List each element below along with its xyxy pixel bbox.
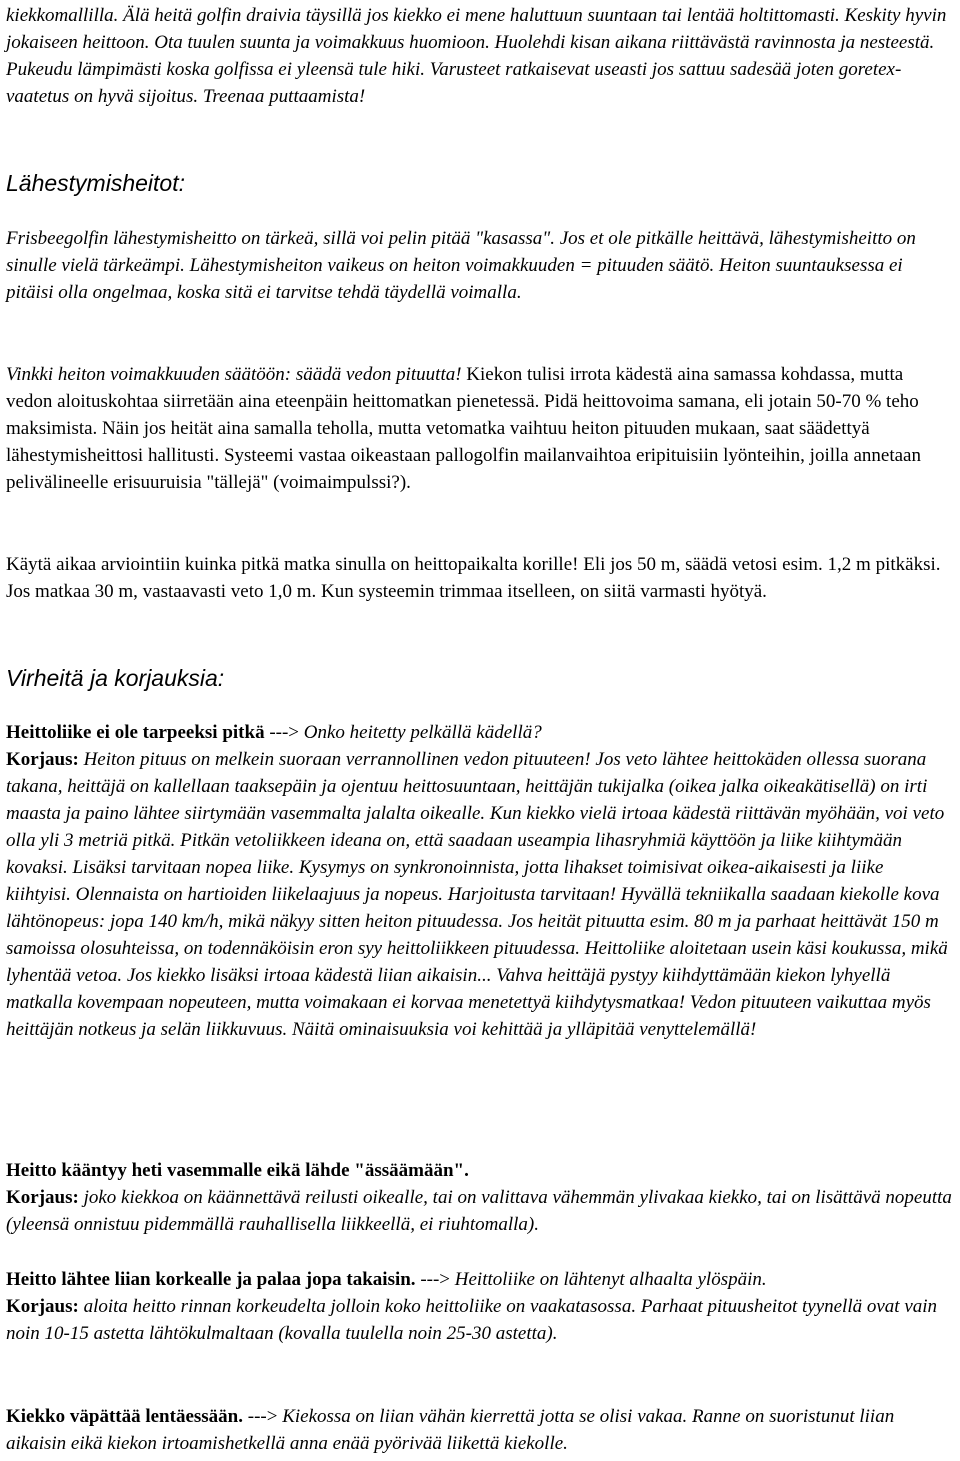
error-cause: Onko heitetty pelkällä kädellä? (299, 722, 542, 743)
fix-label: Korjaus: (6, 1296, 79, 1317)
approach-paragraph-3: Käytä aikaa arviointiin kuinka pitkä matka sinulla on heittopaikalta korille! Eli jos 50 m, säädä vetosi esim. 1,2 m pitkäksi. Jos matkaa 30 m, vastaavasti veto 1,0 m. Kun systeemin trimmaa itselleen, on siitä varmasti hyötyä. (6, 554, 941, 602)
approach-paragraph-2: Vinkki heiton voimakkuuden säätöön: säädä vedon pituutta! Kiekon tulisi irrota kädestä aina samassa kohdassa, mutta vedon aloituskohtaa siirretään aina eteenpäin heittomatkan pienetessä. Pidä heittovoima samana, eli jotain 50-70 % teho maksimista. Näin jos heität aina samalla teholla, mutta vetomatka vaihtuu heiton pituuden mukaan, saat säädettyä lähestymisheittosi hallitusti. Systeemi vastaa oikeastaan pallogolfin mailanvaihtoa eripituisiin lyönteihin, joilla annetaan pelivälineelle erisuuruisia "tällejä" (voimaimpulssi?). (6, 364, 921, 493)
error-problem: Heitto lähtee liian korkealle ja palaa jopa takaisin. (6, 1269, 416, 1290)
error-item-4 (6, 1403, 952, 1457)
error-problem: Heittoliike ei ole tarpeeksi pitkä (6, 722, 265, 743)
error-cause: Kiekossa on liian vähän kierrettä jotta se olisi vakaa. Ranne on suoristunut liian aikaisin eikä kiekon irtoamishetkellä anna enää pyörivää liikettä kiekolle. (6, 1406, 895, 1454)
errors-heading: Virheitä ja korjauksia: (6, 665, 225, 691)
error-fix: joko kiekkoa on käännettävä reilusti oikealle, tai on valittava vähemmän ylivakaa kiekko, tai on lisättävä nopeutta (yleensä onnistuu pidemmällä rauhallisella liikkeellä, ei riuhtomalla). (6, 1187, 952, 1235)
error-item-1 (6, 719, 952, 1043)
fix-label: Korjaus: (6, 1187, 79, 1208)
error-arrow: ---> (264, 722, 300, 743)
error-problem: Kiekko väpättää lentäessään. (6, 1406, 243, 1427)
error-problem: Heitto kääntyy heti vasemmalle eikä lähde "ässäämään". (6, 1160, 469, 1181)
error-fix: Heiton pituus on melkein suoraan verrannollinen vedon pituuteen! Jos veto lähtee heittokäden ollessa suorana takana, heittäjä on kallellaan taaksepäin ja ojentuu heittosuuntaan, heittäjän tukijalka (oikea jalka oikeakätisellä) on irti maasta ja paino lähtee siirtymään vasemmalta jalalta oikealle. Kun kiekko vielä irtoaa kädestä riittävän myöhään, voi veto olla yli 3 metriä pitkä. Pitkän vetoliikkeen ideana on, että saadaan useampia lihasryhmiä käyttöön ja liike kiihtymään kovaksi. Lisäksi tarvitaan nopea liike. Kysymys on synkronoinnista, jotta lihakset toimisivat oikea-aikaisesti ja liike kiihtyisi. Olennaista on hartioiden liikelaajuus ja nopeus. Harjoitusta tarvitaan! Hyvällä tekniikalla saadaan kiekolle kova lähtönopeus: jopa 140 km/h, mikä näkyy sitten heiton pituudessa. Jos heität pituutta esim. 80 m ja parhaat heittävät 150 m samoissa olosuhteissa, on todennäköisin eron syy heittoliikkeen pituudessa. Heittoliike aloitetaan usein käsi koukussa, mikä lyhentää vetoa. Jos kiekko lisäksi irtoaa kädestä liian aikaisin... Vahva heittäjä pystyy kiihdyttämään kiekon lyhyellä matkalla kovempaan nopeuteen, mutta voimakaan ei korvaa menetettyä kiihdytysmatkaa! Vedon pituuteen vaikuttaa myös heittäjän notkeus ja selän liikkuvuus. Näitä ominaisuuksia voi kehittää ja ylläpitää venyttelemällä! (6, 749, 948, 1040)
approach-heading: Lähestymisheitot: (6, 170, 185, 196)
error-arrow: ---> (243, 1406, 278, 1427)
approach-tip-lead: Vinkki heiton voimakkuuden säätöön: säädä vedon pituutta! (6, 364, 462, 385)
error-cause: Heittoliike on lähtenyt alhaalta ylöspäin. (450, 1269, 767, 1290)
fix-label: Korjaus: (6, 749, 79, 770)
intro-paragraph: kiekkomallilla. Älä heitä golfin draivia täysillä jos kiekko ei mene haluttuun suuntaan tai lentää holtittomasti. Keskity hyvin jokaiseen heittoon. Ota tuulen suunta ja voimakkuus huomioon. Huolehdi kisan aikana riittävästä ravinnosta ja nesteestä. Pukeudu lämpimästi koska golfissa ei yleensä tule hiki. Varusteet ratkaisevat useasti jos sattuu sadesää joten goretex-vaatetus on hyvä sijoitus. Treenaa puttaamista! (6, 5, 947, 107)
error-item-2 (6, 1157, 952, 1238)
error-arrow: ---> (415, 1269, 451, 1290)
approach-paragraph-1: Frisbeegolfin lähestymisheitto on tärkeä, sillä voi pelin pitää "kasassa". Jos et ole pitkälle heittävä, lähestymisheitto on sinulle vielä tärkeämpi. Lähestymisheiton vaikeus on heiton voimakkuuden = pituuden säätö. Heiton suuntauksessa ei pitäisi olla ongelmaa, koska sitä ei tarvitse tehdä täydellä voimalla. (6, 228, 916, 303)
error-fix: aloita heitto rinnan korkeudelta jolloin koko heittoliike on vaakatasossa. Parhaat pituusheitot tyynellä ovat vain noin 10-15 astetta lähtökulmaltaan (kovalla tuulella noin 25-30 astetta). (6, 1296, 938, 1344)
error-item-3 (6, 1266, 952, 1347)
